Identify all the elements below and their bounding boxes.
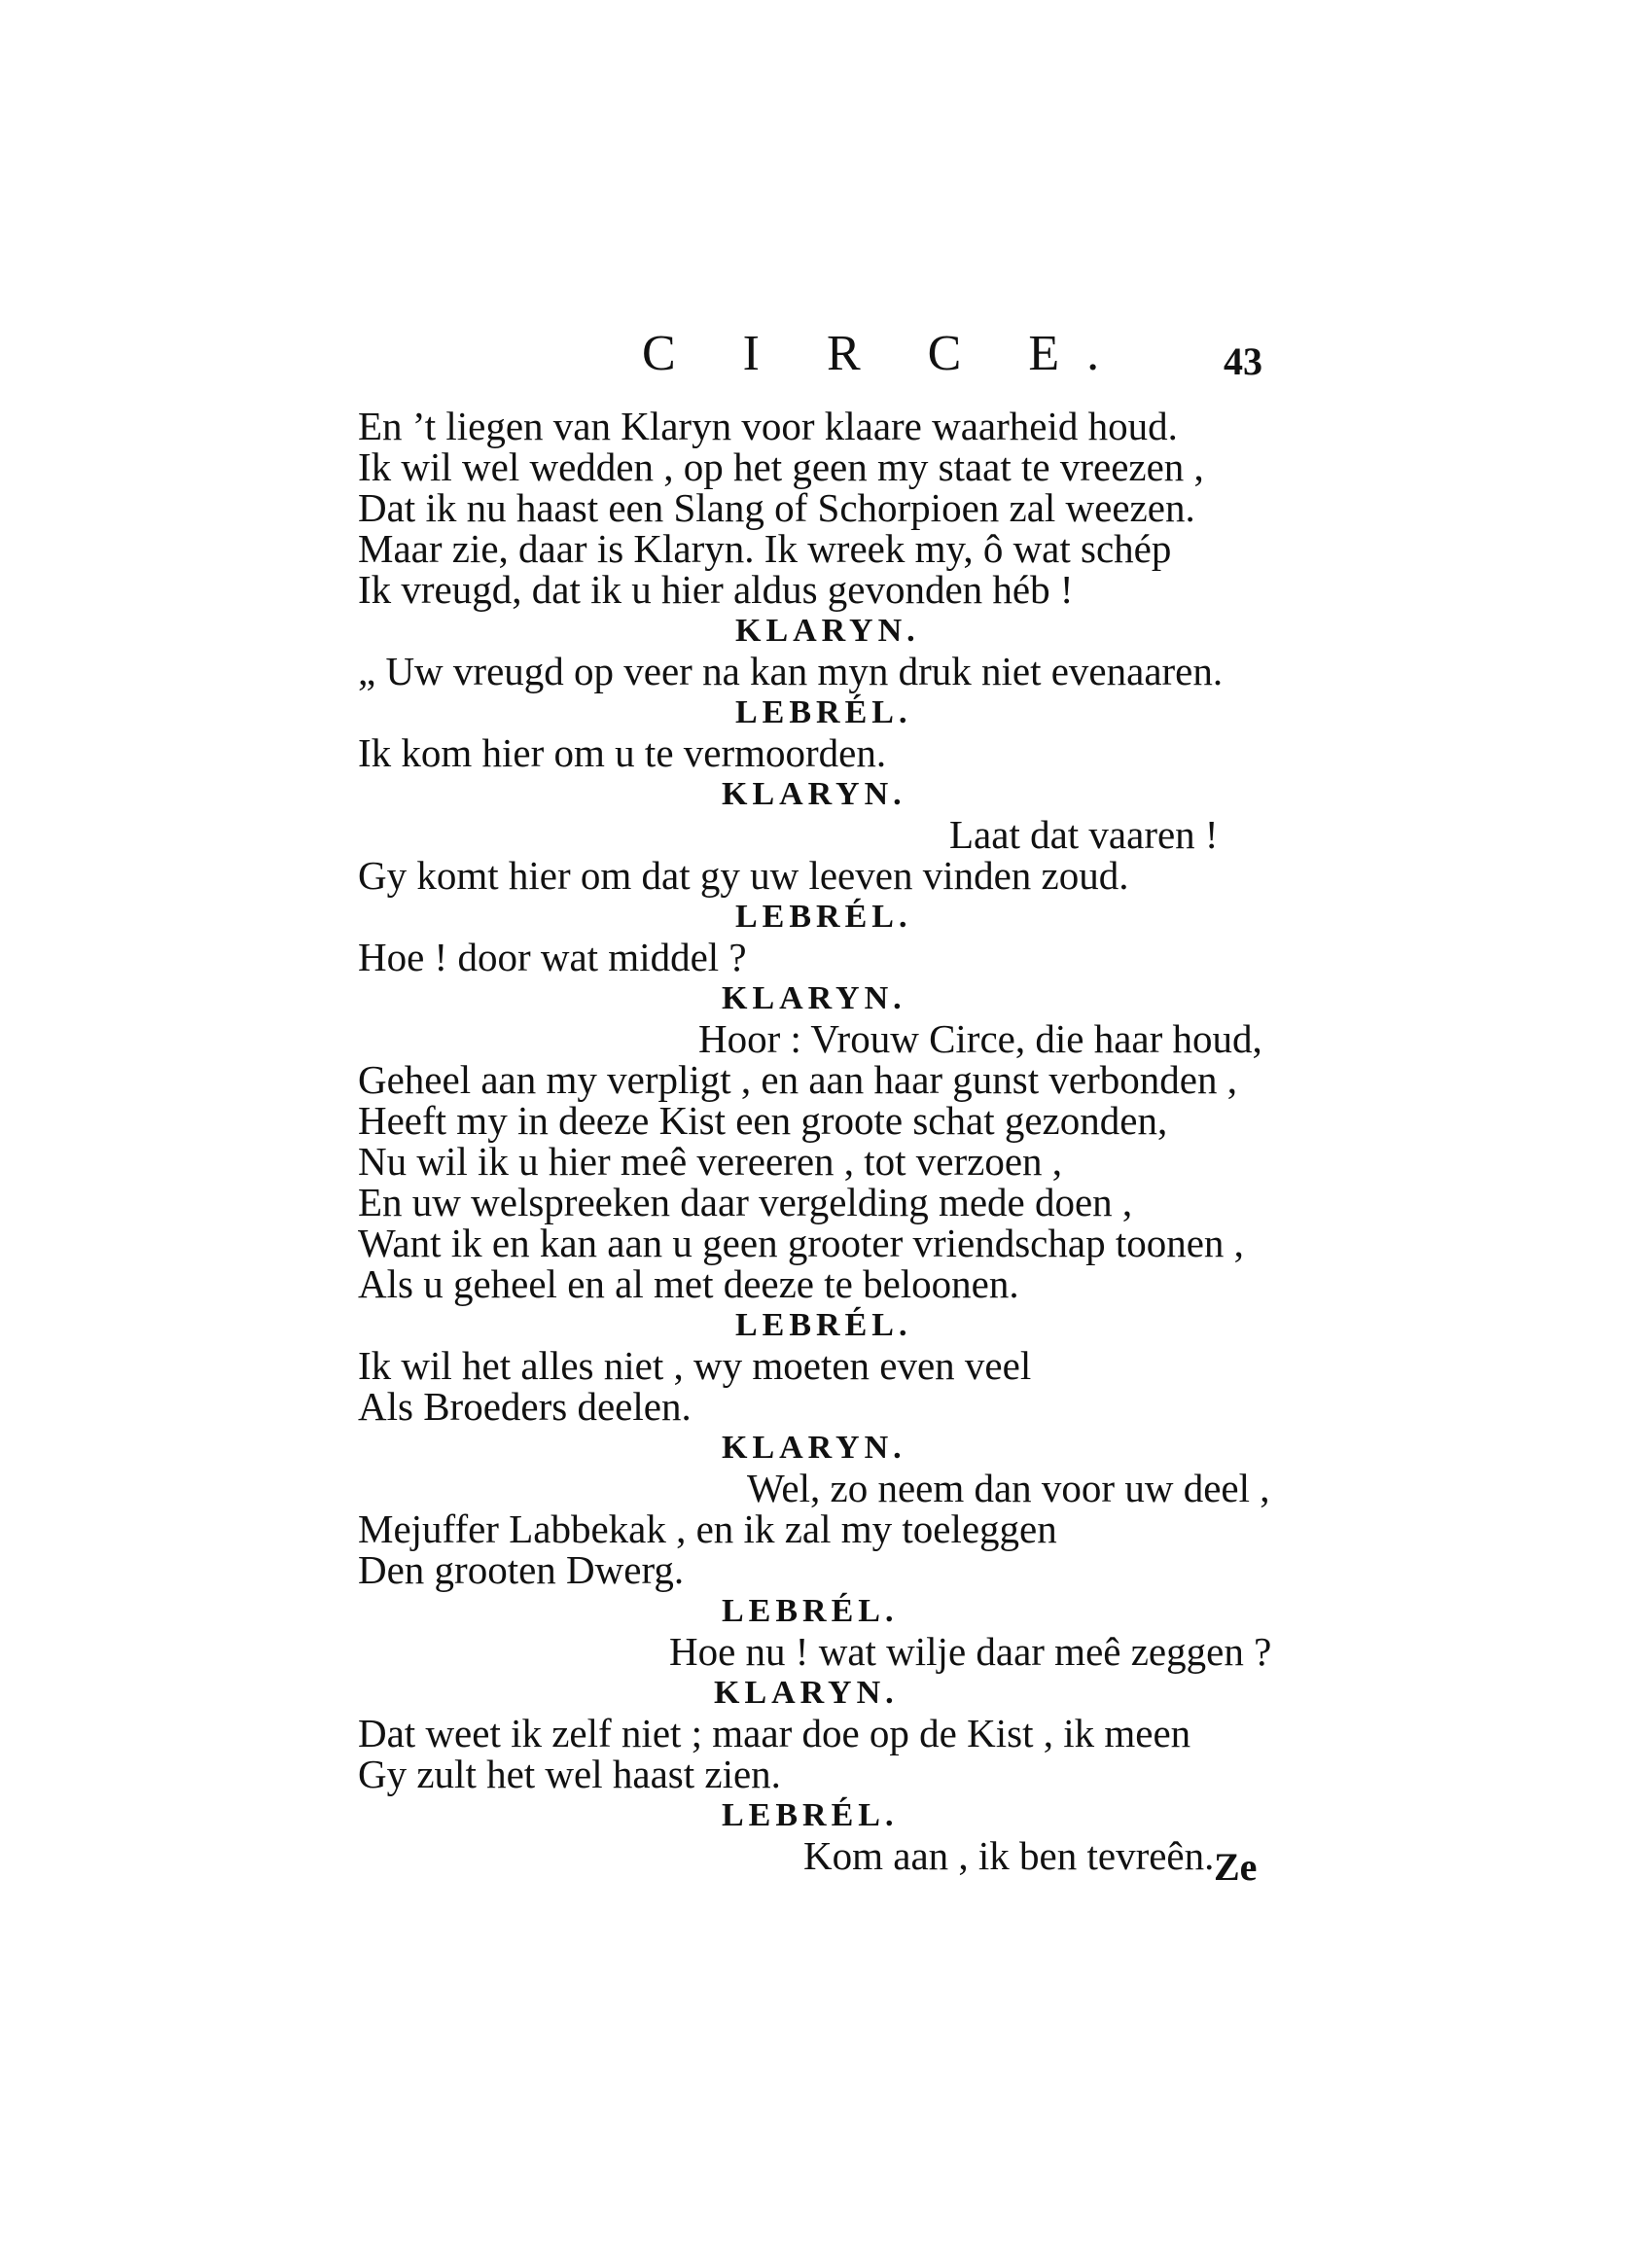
- verse-line: Hoor : Vrouw Circe, die haar houd,: [698, 1016, 1262, 1061]
- page-number: 43: [1224, 339, 1262, 383]
- verse-line: En uw welspreeken daar vergelding mede doen ,: [358, 1180, 1133, 1224]
- verse-line: Hoe nu ! wat wilje daar meê zeggen ?: [669, 1629, 1272, 1674]
- speaker-heading: KLARYN.: [722, 980, 906, 1016]
- speaker-heading: KLARYN.: [714, 1675, 899, 1711]
- verse-line: Ik wil het alles niet , wy moeten even veel: [358, 1343, 1032, 1388]
- speaker-heading: KLARYN.: [735, 613, 920, 649]
- verse-line: Ik kom hier om u te vermoorden.: [358, 730, 887, 775]
- verse-line: Kom aan , ik ben tevreên.: [803, 1833, 1215, 1878]
- speaker-heading: LEBRÉL.: [735, 694, 912, 730]
- verse-line: Mejuffer Labbekak , en ik zal my toeleggen: [358, 1506, 1057, 1551]
- verse-line: Ik vreugd, dat ik u hier aldus gevonden héb !: [358, 567, 1074, 612]
- speaker-heading: LEBRÉL.: [722, 1797, 899, 1833]
- verse-line: Dat weet ik zelf niet ; maar doe op de Kist , ik meen: [358, 1711, 1191, 1755]
- speaker-heading: KLARYN.: [722, 776, 906, 812]
- speaker-heading: KLARYN.: [722, 1430, 906, 1466]
- verse-line: Als Broeders deelen.: [358, 1384, 692, 1429]
- verse-line: Gy zult het wel haast zien.: [358, 1752, 781, 1796]
- speaker-heading: LEBRÉL.: [722, 1593, 899, 1629]
- verse-line: „ Uw vreugd op veer na kan myn druk niet evenaaren.: [358, 649, 1224, 693]
- verse-line: Den grooten Dwerg.: [358, 1547, 685, 1592]
- verse-line: Geheel aan my verpligt , en aan haar gunst verbonden ,: [358, 1057, 1237, 1102]
- verse-line: Nu wil ik u hier meê vereeren , tot verzoen ,: [358, 1139, 1063, 1184]
- running-title: C I R C E.: [642, 326, 1127, 381]
- verse-line: En ’t liegen van Klaryn voor klaare waarheid houd.: [358, 404, 1178, 448]
- verse-line: Heeft my in deeze Kist een groote schat gezonden,: [358, 1098, 1168, 1143]
- catchword: Ze: [1214, 1845, 1258, 1889]
- speaker-heading: LEBRÉL.: [735, 899, 912, 935]
- speaker-heading: LEBRÉL.: [735, 1307, 912, 1343]
- verse-line: Gy komt hier om dat gy uw leeven vinden zoud.: [358, 853, 1129, 898]
- verse-line: Maar zie, daar is Klaryn. Ik wreek my, ô wat schép: [358, 526, 1172, 571]
- verse-line: Dat ik nu haast een Slang of Schorpioen zal weezen.: [358, 485, 1195, 530]
- verse-line: Ik wil wel wedden , op het geen my staat te vreezen ,: [358, 444, 1204, 489]
- verse-line: Laat dat vaaren !: [949, 812, 1219, 857]
- verse-line: Want ik en kan aan u geen grooter vriendschap toonen ,: [358, 1221, 1244, 1265]
- verse-line: Hoe ! door wat middel ?: [358, 935, 747, 979]
- verse-line: Wel, zo neem dan voor uw deel ,: [747, 1466, 1270, 1510]
- verse-line: Als u geheel en al met deeze te beloonen.: [358, 1261, 1019, 1306]
